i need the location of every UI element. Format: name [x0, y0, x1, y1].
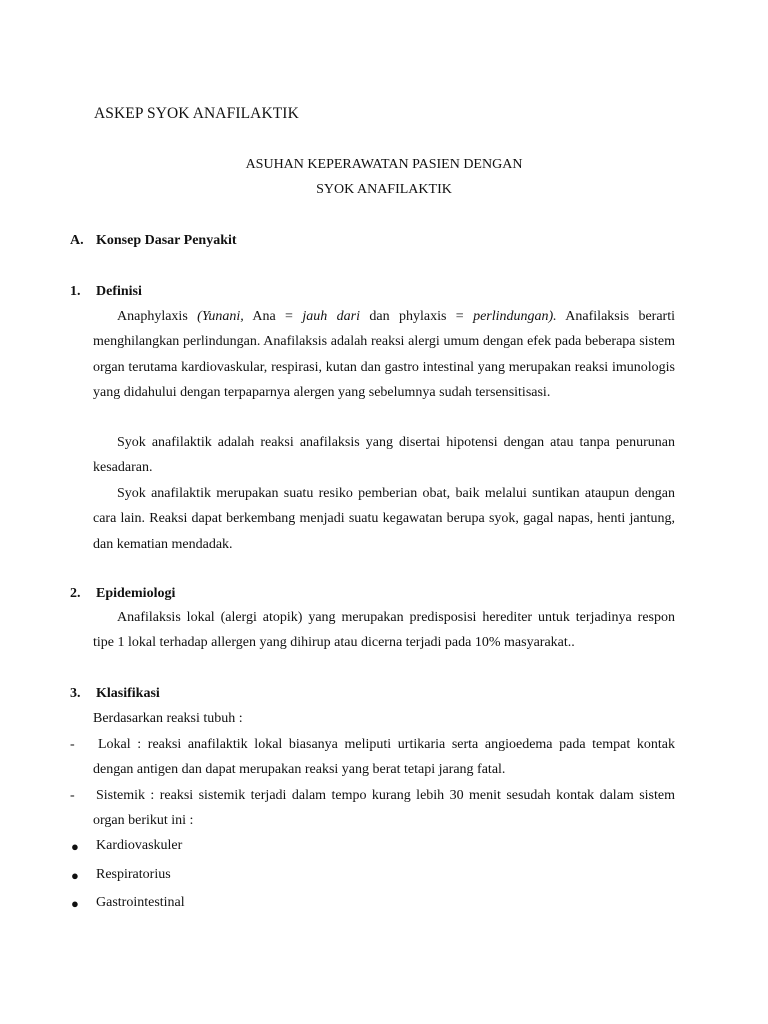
document-title: ASKEP SYOK ANAFILAKTIK — [94, 105, 299, 122]
subtitle-line-1: ASUHAN KEPERAWATAN PASIEN DENGAN — [245, 157, 523, 172]
text-run-italic: (Yunani, — [197, 309, 244, 324]
klasifikasi-intro: Berdasarkan reaksi tubuh : — [93, 711, 243, 726]
klasifikasi-number: 3. — [70, 686, 81, 701]
text-run: dan phylaxis = — [359, 309, 474, 324]
subtitle-line-2: SYOK ANAFILAKTIK — [316, 182, 452, 197]
epidemiologi-number: 2. — [70, 586, 81, 601]
klasifikasi-lokal — [93, 732, 675, 783]
text-run: Ana = — [243, 309, 303, 324]
section-a-title: Konsep Dasar Penyakit — [96, 233, 237, 248]
text-run: Sistemik : reaksi sistemik terjadi dalam tempo kurang lebih 30 menit sesudah kontak dalam sistem organ berikut ini : — [93, 788, 675, 829]
bullet-icon: ● — [71, 868, 79, 883]
text-run: Syok anafilaktik adalah reaksi anafilaksis yang disertai hipotensi dengan atau tanpa penurunan kesadaran. — [93, 435, 675, 476]
dash-marker: - — [70, 788, 75, 803]
text-run: Anafilaksis berarti menghilangkan perlindungan. Anafilaksis adalah reaksi alergi umum dengan efek pada beberapa sistem organ terutama kardiovaskular, respirasi, kutan dan gastro intestinal yang merupakan reaksi imunologis yang didahului dengan terpaparnya alergen yang sebelumnya sudah tersensitisasi. — [93, 309, 675, 400]
text-run: Anaphylaxis — [117, 309, 198, 324]
organ-item: Gastrointestinal — [96, 895, 185, 910]
dash-marker: - — [70, 737, 75, 752]
text-run: Anafilaksis lokal (alergi atopik) yang merupakan predisposisi herediter untuk terjadinya respon tipe 1 lokal terhadap allergen yang dihirup atau dicerna terjadi pada 10% masyarakat.. — [93, 610, 675, 651]
bullet-icon: ● — [71, 839, 79, 854]
organ-item: Kardiovaskuler — [96, 838, 183, 853]
text-run-italic: jauh dari — [302, 309, 360, 324]
definisi-title: Definisi — [96, 284, 142, 299]
section-a-marker: A. — [70, 233, 84, 248]
organ-item: Respiratorius — [96, 867, 171, 882]
text-run: Lokal : reaksi anafilaktik lokal biasanya meliputi urtikaria serta angioedema pada tempat kontak dengan antigen dan dapat merupakan reaksi yang berat tetapi jarang fatal. — [93, 737, 675, 778]
klasifikasi-title: Klasifikasi — [96, 686, 160, 701]
epidemiologi-paragraph — [93, 605, 675, 656]
text-run-italic: perlindungan). — [473, 309, 557, 324]
definisi-paragraph-2 — [93, 430, 675, 481]
klasifikasi-sistemik — [93, 783, 675, 834]
epidemiologi-title: Epidemiologi — [96, 586, 176, 601]
definisi-paragraph-1 — [93, 304, 675, 405]
text-run: Syok anafilaktik merupakan suatu resiko pemberian obat, baik melalui suntikan ataupun dengan cara lain. Reaksi dapat berkembang menjadi suatu kegawatan berupa syok, gagal napas, henti jantung, dan kematian mendadak. — [93, 486, 675, 552]
definisi-number: 1. — [70, 284, 81, 299]
bullet-icon: ● — [71, 896, 79, 911]
definisi-paragraph-3 — [93, 481, 675, 557]
